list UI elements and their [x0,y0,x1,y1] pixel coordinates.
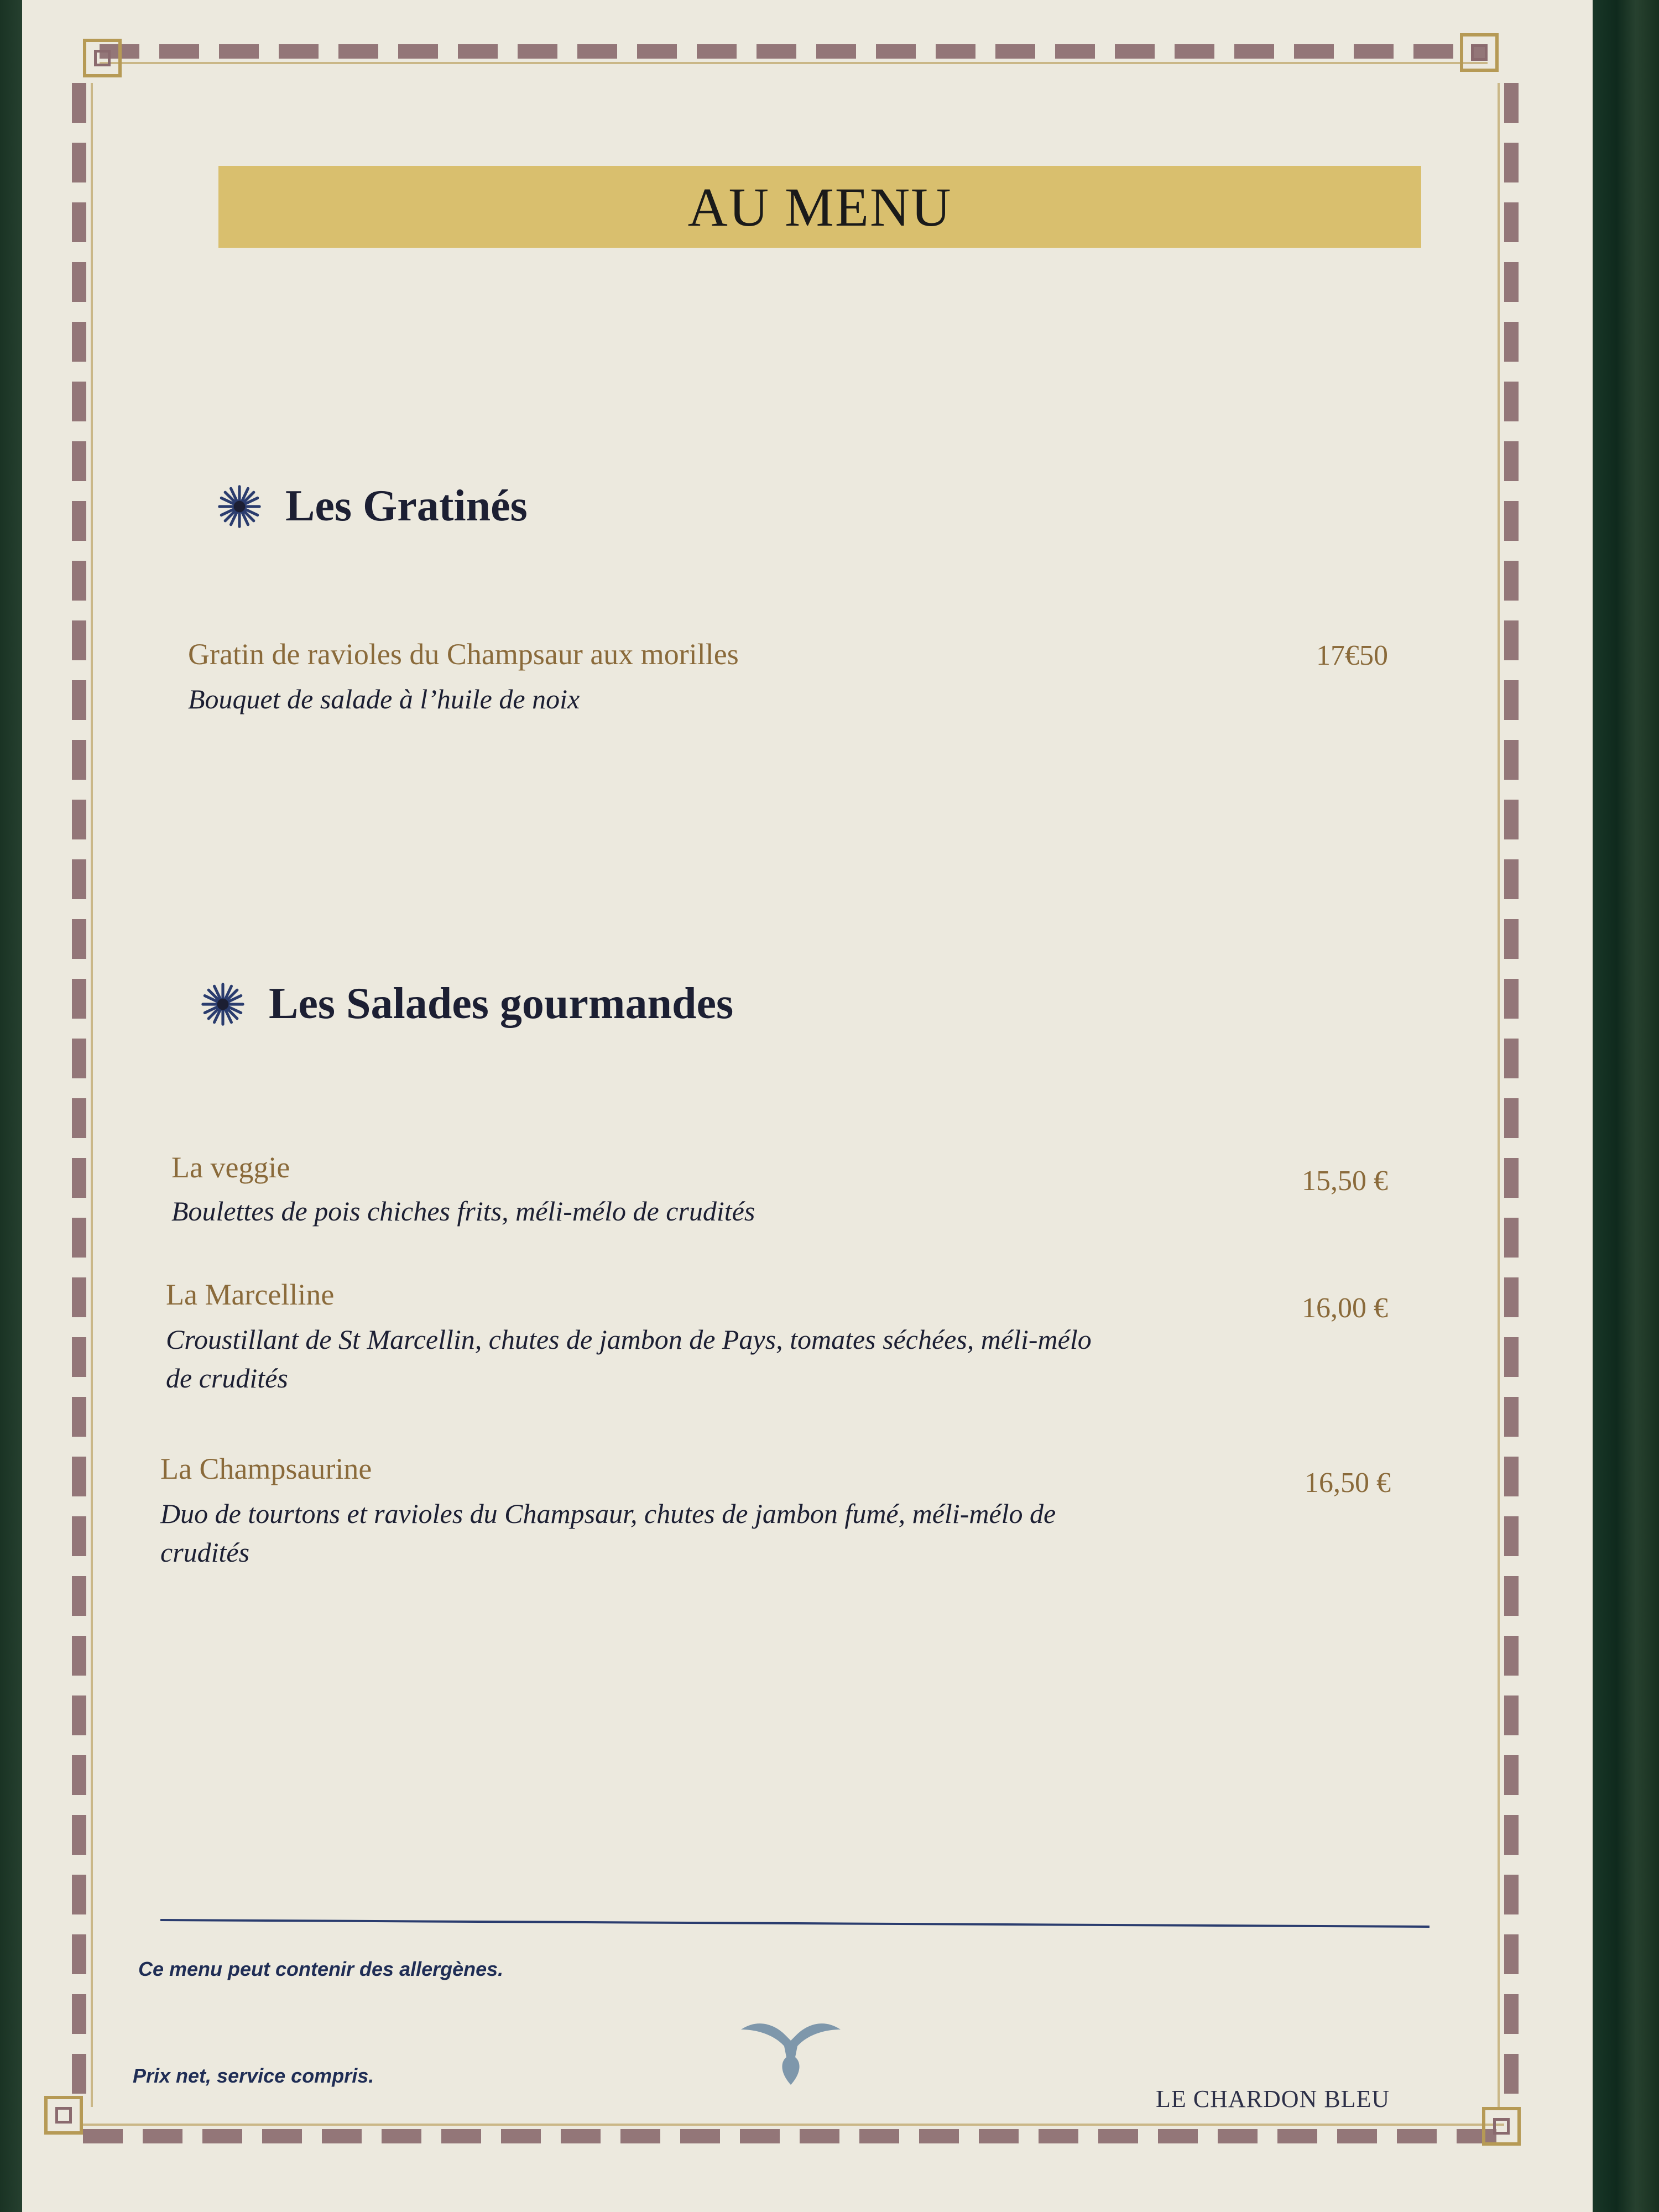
border-corner-top-left [83,39,122,77]
section-title: Les Gratinés [285,482,528,530]
menu-item-description-line: crudités [160,1537,250,1568]
border-bottom [83,2129,1504,2143]
menu-item-name: La Champsaurine [160,1452,372,1485]
thistle-star-icon [199,980,247,1028]
border-corner-top-right [1460,33,1499,72]
price-note: Prix net, service compris. [133,2064,374,2087]
border-left [72,83,86,2107]
section-title: Les Salades gourmandes [269,979,734,1028]
menu-title: AU MENU [687,176,952,238]
menu-item-price: 16,50 € [1305,1467,1391,1499]
menu-item-description: Bouquet de salade à l’huile de noix [188,684,580,714]
section-heading-salades [199,979,733,1029]
binder-edge-right [1582,0,1659,2212]
allergen-note: Ce menu peut contenir des allergènes. [138,1958,504,1980]
menu-item-name: Gratin de ravioles du Champsaur aux morilles [188,638,739,671]
border-corner-bottom-right [1482,2107,1521,2146]
menu-title-band [218,166,1421,248]
footer-divider [160,1919,1430,1928]
border-top [100,44,1488,59]
menu-item-description-line: Duo de tourtons et ravioles du Champsaur, chutes de jambon fumé, méli-mélo de [160,1498,1056,1529]
menu-item-description-line: Croustillant de St Marcellin, chutes de jambon de Pays, tomates séchées, méli-mélo [166,1324,1092,1355]
menu-item-description-line: de crudités [166,1363,288,1394]
menu-item-price: 16,00 € [1302,1292,1388,1324]
menu-page [22,0,1593,2212]
section-heading-gratines [216,481,528,531]
menu-item-name: La veggie [171,1151,290,1184]
thistle-logo-icon [735,2013,846,2090]
menu-item-description: Boulettes de pois chiches frits, méli-mélo de crudités [171,1196,755,1227]
border-corner-bottom-left [44,2096,83,2135]
menu-item-price: 15,50 € [1302,1165,1388,1197]
menu-item-name: La Marcelline [166,1278,335,1311]
thistle-star-icon [216,483,263,530]
restaurant-name: LE CHARDON BLEU [1156,2085,1390,2112]
border-right [1504,83,1519,2107]
menu-item-price: 17€50 [1316,640,1388,671]
